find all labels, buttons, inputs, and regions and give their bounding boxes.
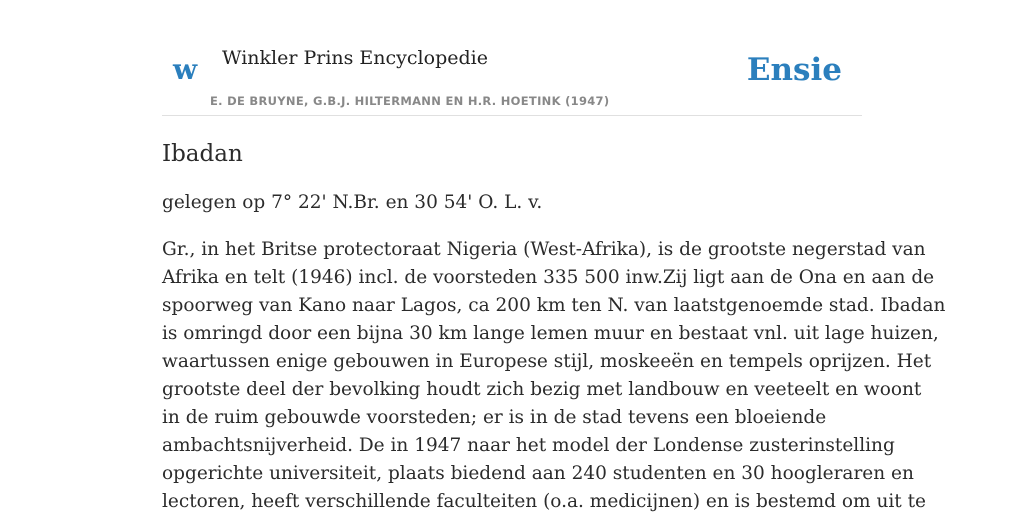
body-line: is omringd door een bijna 30 km lange lemen muur en bestaat vnl. uit lage huizen,: [162, 323, 939, 344]
body-line: Afrika en telt (1946) incl. de voorsteden 335 500 inw.Zij ligt aan de Ona en aan de: [162, 267, 935, 288]
body-line: grootste deel der bevolking houdt zich bezig met landbouw en veeteelt en woont: [162, 379, 922, 400]
body-line: in de ruim gebouwde voorsteden; er is in de stad tevens een bloeiende: [162, 407, 827, 428]
header-divider: [162, 115, 862, 116]
article-body: [162, 236, 946, 512]
body-line: spoorweg van Kano naar Lagos, ca 200 km ten N. van laatstgenoemde stad. Ibadan: [162, 295, 946, 316]
article: [162, 137, 946, 512]
ensie-brand-link[interactable]: Ensie: [746, 52, 842, 88]
publication-title: Winkler Prins Encyclopedie: [222, 47, 488, 69]
body-line: waartussen enige gebouwen in Europese stijl, moskeeën en tempels oprijzen. Het: [162, 351, 932, 372]
body-line: Gr., in het Britse protectoraat Nigeria (West-Afrika), is de grootste negerstad van: [162, 239, 926, 260]
publication-logo-icon: w: [173, 53, 198, 86]
article-subtitle: gelegen op 7° 22' N.Br. en 30 54' O. L. v.: [162, 192, 543, 213]
body-line: lectoren, heeft verschillende faculteiten (o.a. medicijnen) en is bestemd om uit te: [162, 491, 926, 512]
body-line: ambachtsnijverheid. De in 1947 naar het model der Londense zusterinstelling: [162, 435, 895, 456]
body-line: opgerichte universiteit, plaats biedend aan 240 studenten en 30 hoogleraren en: [162, 463, 914, 484]
article-title: Ibadan: [162, 141, 243, 167]
publication-authors: E. DE BRUYNE, G.B.J. HILTERMANN EN H.R. HOETINK (1947): [210, 94, 610, 108]
